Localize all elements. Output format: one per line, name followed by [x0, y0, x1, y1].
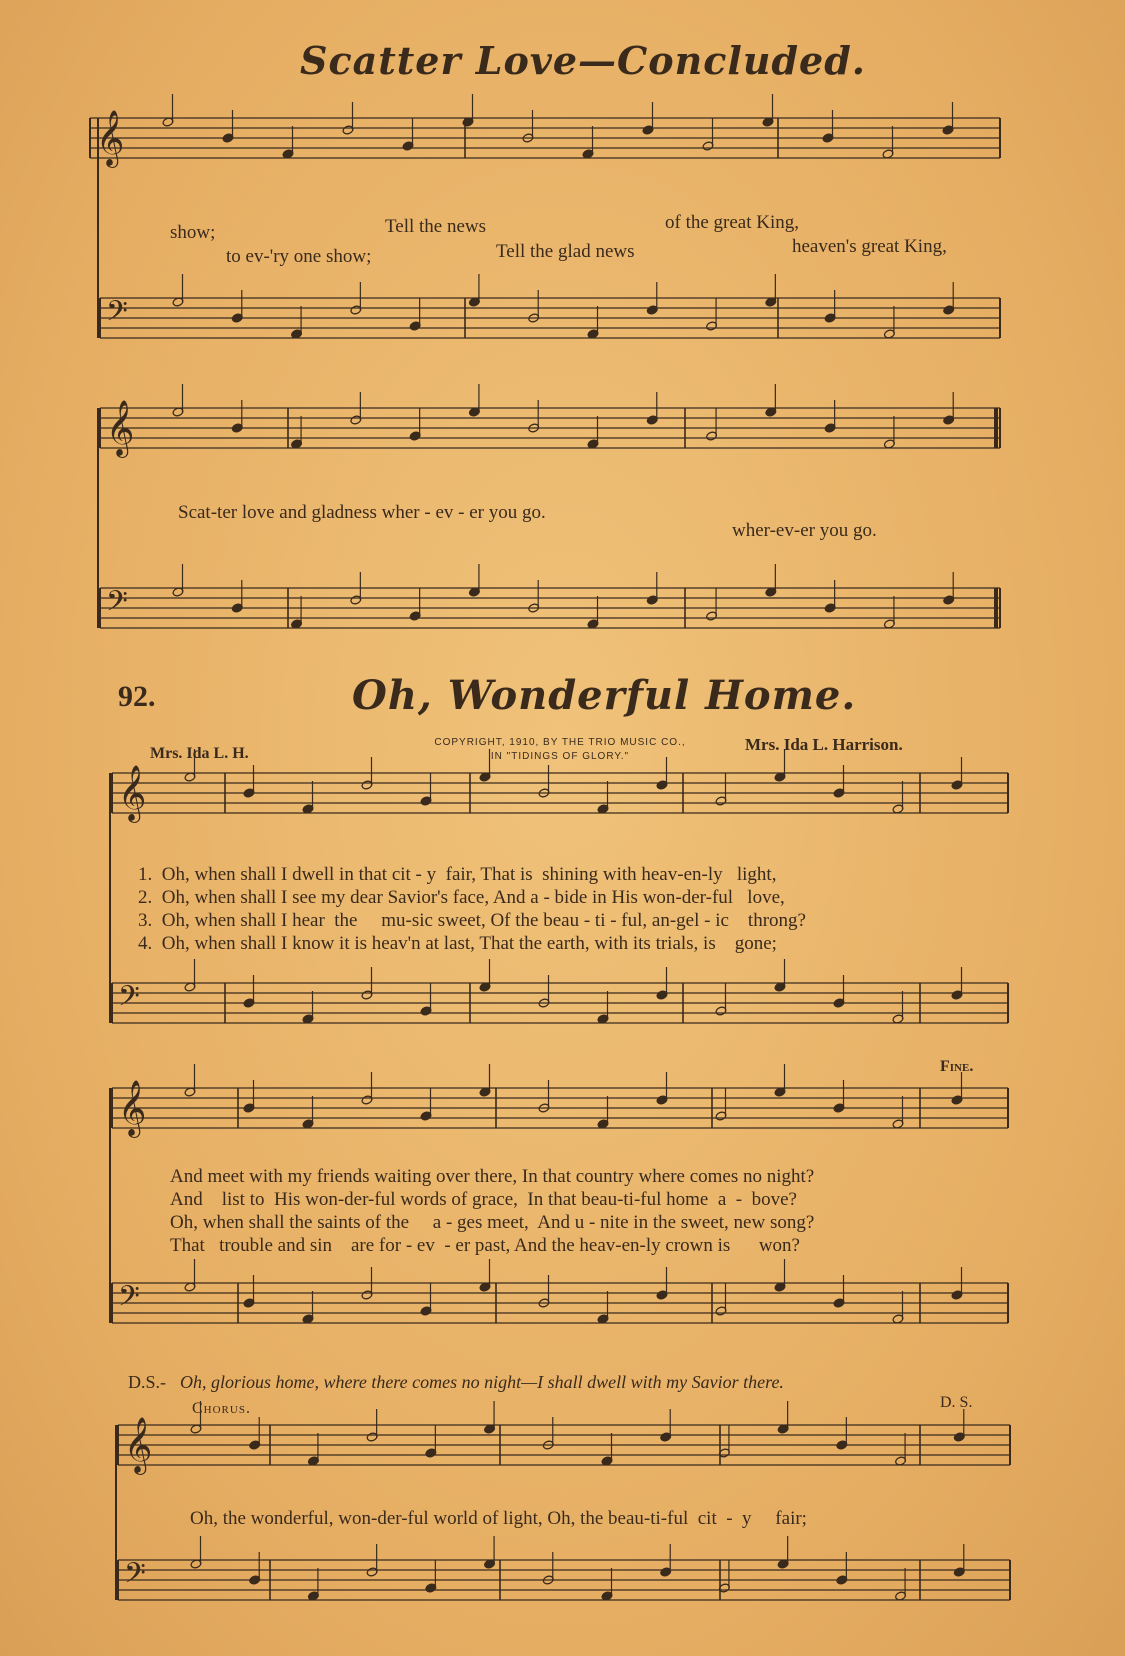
- lyric-line: Scat-ter love and gladness wher - ev - er you go.: [178, 502, 546, 523]
- chorus-label: Chorus.: [192, 1400, 251, 1417]
- verse-line: 4. Oh, when shall I know it is heav'n at last, That the earth, with its trials, is gone;: [138, 933, 777, 954]
- treble-clef-icon: 𝄞: [118, 1080, 147, 1136]
- lyric-line: heaven's great King,: [792, 236, 947, 257]
- bass-clef-icon: 𝄢: [118, 980, 140, 1020]
- song-title-concluded: Scatter Love—Concluded.: [300, 38, 867, 83]
- bass-clef-icon: 𝄢: [124, 1557, 146, 1597]
- verse-line: And list to His won-der-ful words of grace, In that beau-ti-ful home a - bove?: [170, 1189, 797, 1210]
- verse-line: That trouble and sin are for - ev - er past, And the heav-en-ly crown is won?: [170, 1235, 800, 1256]
- bass-clef-icon: 𝄢: [106, 295, 128, 335]
- lyric-line: wher-ev-er you go.: [732, 520, 877, 541]
- copyright-line: COPYRIGHT, 1910, BY THE TRIO MUSIC CO.,: [434, 737, 686, 748]
- lyric-line: Tell the glad news: [496, 241, 635, 262]
- fine-mark: Fine.: [940, 1058, 974, 1075]
- ds-text: Oh, glorious home, where there comes no night—I shall dwell with my Savior there.: [180, 1372, 784, 1392]
- copyright-source: IN "TIDINGS OF GLORY.": [490, 751, 630, 762]
- verse-line: And meet with my friends waiting over there, In that country where comes no night?: [170, 1166, 815, 1187]
- words-by: Mrs. Ida L. H.: [150, 745, 249, 762]
- bass-clef-icon: 𝄢: [106, 585, 128, 625]
- chorus-lyric: Oh, the wonderful, won-der-ful world of light, Oh, the beau-ti-ful cit - y fair;: [190, 1508, 807, 1529]
- lyric-line: show;: [170, 222, 216, 243]
- treble-clef-icon: 𝄞: [118, 765, 147, 821]
- verses-part-a: [138, 863, 806, 955]
- treble-clef-icon: 𝄞: [106, 400, 135, 456]
- hymn-number: 92.: [118, 680, 156, 713]
- verse-line: Oh, when shall the saints of the a - ges meet, And u - nite in the sweet, new song?: [170, 1212, 815, 1233]
- verse-line: 2. Oh, when shall I see my dear Savior's face, And a - bide in His won-der-ful love,: [138, 887, 785, 908]
- treble-clef-icon: 𝄞: [96, 110, 125, 166]
- ds-label: D.S.-: [128, 1372, 167, 1392]
- lyric-line: Tell the news: [385, 216, 487, 237]
- ds-mark: D. S.: [940, 1394, 973, 1411]
- verse-line: 3. Oh, when shall I hear the mu-sic sweet, Of the beau - ti - ful, an-gel - ic throng?: [138, 910, 806, 931]
- hymn-title: Oh, Wonderful Home.: [352, 672, 857, 719]
- lyric-line: of the great King,: [665, 212, 800, 233]
- lyric-line: to ev-'ry one show;: [226, 246, 372, 267]
- verse-line: 1. Oh, when shall I dwell in that cit - y fair, That is shining with heav-en-ly light,: [138, 864, 777, 885]
- verses-part-b: [170, 1165, 814, 1257]
- treble-clef-icon: 𝄞: [124, 1417, 153, 1473]
- music-by: Mrs. Ida L. Harrison.: [745, 735, 903, 754]
- bass-clef-icon: 𝄢: [118, 1280, 140, 1320]
